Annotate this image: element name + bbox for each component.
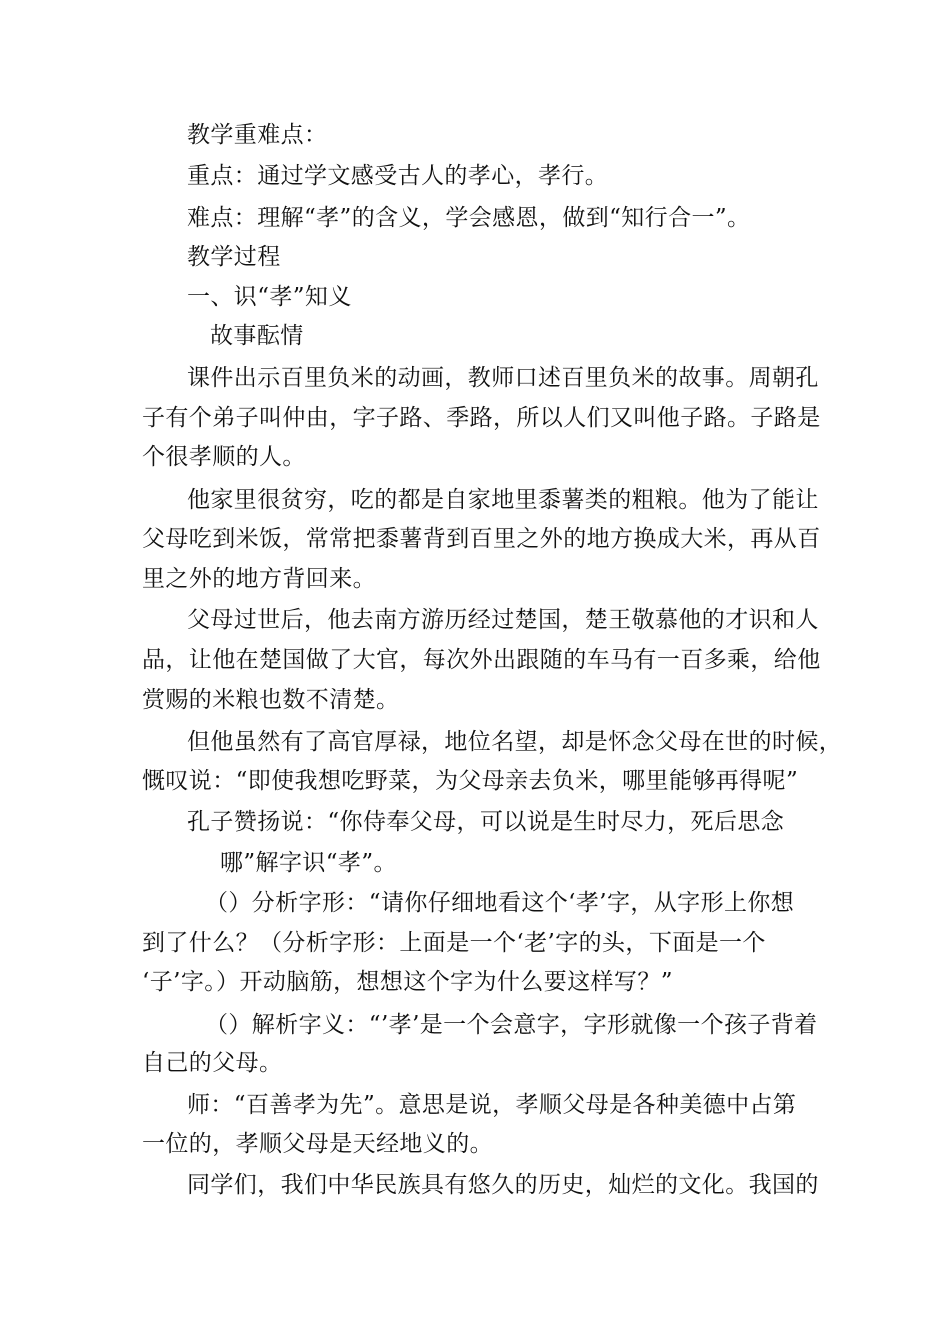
text-line: 同学们，我们中华民族具有悠久的历史，灿烂的文化。我国的 xyxy=(187,1172,819,1198)
text-line: 里之外的地方背回来。 xyxy=(142,566,376,592)
text-line: 到了什么？（分析字形：上面是一个‘老’字的头，下面是一个 xyxy=(142,930,766,956)
text-line: 故事酝情 xyxy=(210,323,304,349)
text-line: 他家里很贫穷，吃的都是自家地里黍薯类的粗粮。他为了能让 xyxy=(187,487,819,513)
text-line: 赏赐的米粮也数不清楚。 xyxy=(142,687,400,713)
text-line: 一、识“孝”知义 xyxy=(187,284,352,310)
text-line: 慨叹说：“即使我想吃野菜，为父母亲去负米，哪里能够再得呢” xyxy=(142,768,799,794)
text-line: （）分析字形：“请你仔细地看这个‘孝’字，从字形上你想 xyxy=(205,890,795,916)
text-line: 子有个弟子叫仲由，字子路、季路，所以人们又叫他子路。子路是 xyxy=(142,405,821,431)
text-line: 课件出示百里负米的动画，教师口述百里负米的故事。周朝孔 xyxy=(187,365,819,391)
text-line: （）解析字义：“’孝’是一个会意字，字形就像一个孩子背着 xyxy=(205,1012,818,1038)
text-line: 个很孝顺的人。 xyxy=(142,444,306,470)
text-line: 重点：通过学文感受古人的孝心，孝行。 xyxy=(187,163,609,189)
text-line: ‘子’字。）开动脑筋，想想这个字为什么要这样写？” xyxy=(142,969,673,995)
text-line: 哪”解字识“孝”。 xyxy=(220,850,397,876)
text-line: 但他虽然有了高官厚禄，地位名望，却是怀念父母在世的时候， xyxy=(187,729,843,755)
text-line: 父母过世后，他去南方游历经过楚国，楚王敬慕他的才识和人 xyxy=(187,607,819,633)
text-line: 品，让他在楚国做了大官，每次外出跟随的车马有一百多乘，给他 xyxy=(142,647,821,673)
text-line: 一位的，孝顺父母是天经地义的。 xyxy=(142,1131,493,1157)
text-line: 师：“百善孝为先”。意思是说，孝顺父母是各种美德中占第 xyxy=(187,1092,797,1118)
text-line: 孔子赞扬说：“你侍奉父母，可以说是生时尽力，死后思念 xyxy=(187,809,785,835)
text-line: 自己的父母。 xyxy=(142,1050,283,1076)
text-line: 父母吃到米饭，常常把黍薯背到百里之外的地方换成大米，再从百 xyxy=(142,526,821,552)
text-line: 教学过程 xyxy=(187,244,281,270)
text-line: 难点：理解“孝”的含义，学会感恩，做到“知行合一”。 xyxy=(187,205,751,231)
text-line: 教学重难点： xyxy=(187,122,328,148)
